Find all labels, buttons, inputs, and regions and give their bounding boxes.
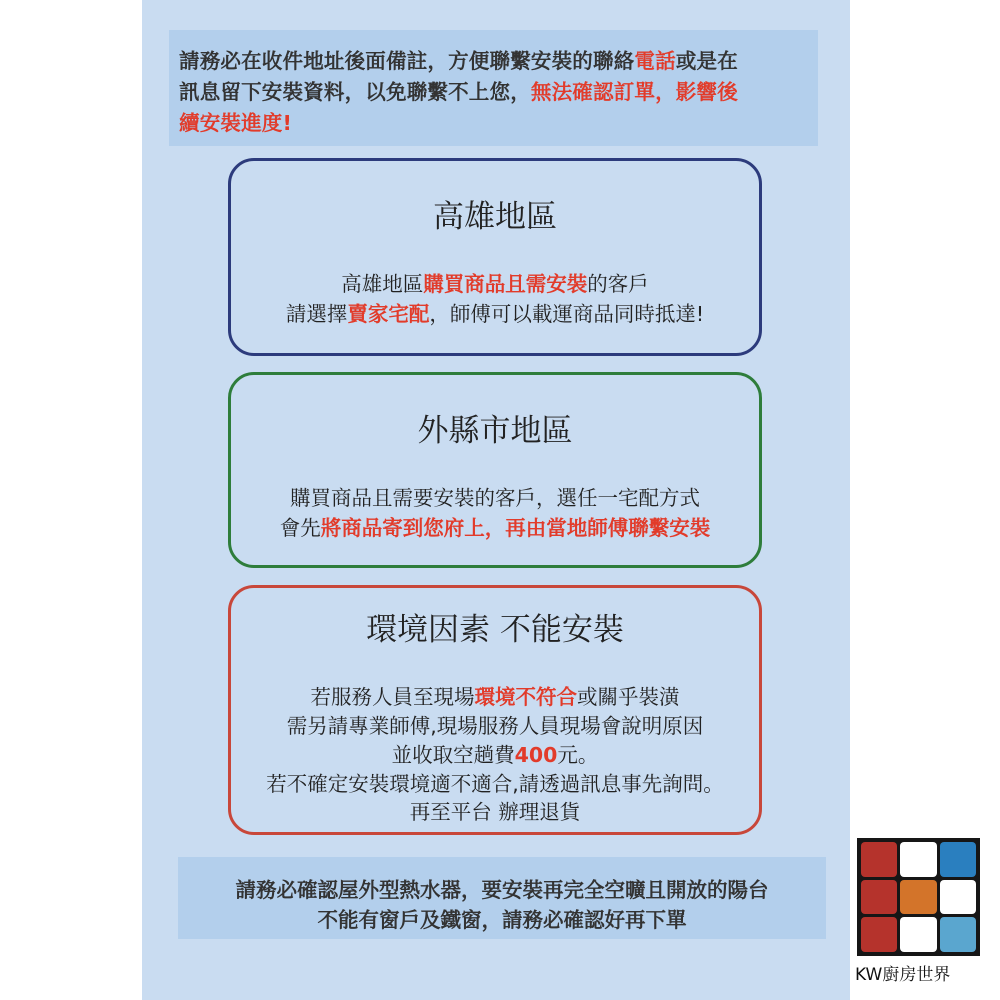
card-text: 若服務人員至現場 bbox=[310, 685, 475, 709]
logo-tile bbox=[861, 880, 897, 915]
environment-title: 環境因素 不能安裝 bbox=[366, 612, 624, 648]
environment-line1 bbox=[231, 680, 759, 710]
fee-highlight: 400 bbox=[514, 743, 558, 767]
card-text: ，師傅可以載運商品同時抵達! bbox=[429, 302, 705, 326]
card-highlight: 購買商品且需安裝 bbox=[423, 272, 588, 296]
top-note-text: 訊息留下安裝資料，以免聯繫不上您， bbox=[179, 80, 531, 104]
card-text: 或關乎裝潢 bbox=[577, 685, 680, 709]
logo-tile bbox=[940, 917, 976, 952]
top-note bbox=[169, 30, 818, 146]
environment-line2: 需另請專業師傅,現場服務人員現場會說明原因 bbox=[286, 714, 704, 738]
other-city-line1: 購買商品且需要安裝的客戶，選任一宅配方式 bbox=[290, 486, 700, 510]
card-text: 並收取空趟費 bbox=[391, 743, 515, 767]
card-text: 高雄地區 bbox=[341, 272, 424, 296]
top-note-line2 bbox=[179, 75, 738, 105]
logo-tile bbox=[861, 842, 897, 877]
card-text: 元。 bbox=[557, 743, 599, 767]
top-note-line1 bbox=[179, 44, 738, 74]
kaohsiung-card bbox=[228, 158, 762, 356]
kaohsiung-title: 高雄地區 bbox=[433, 199, 557, 235]
logo-tile bbox=[940, 880, 976, 915]
environment-line3 bbox=[231, 738, 759, 768]
other-city-card bbox=[228, 372, 762, 568]
logo-tile bbox=[900, 842, 936, 877]
phone-highlight: 電話 bbox=[634, 49, 676, 73]
bottom-note-line2: 不能有窗戶及鐵窗，請務必確認好再下單 bbox=[317, 908, 687, 932]
top-note-text: 或是在 bbox=[675, 49, 738, 73]
bottom-note-line1: 請務必確認屋外型熱水器，要安裝再完全空曠且開放的陽台 bbox=[235, 878, 769, 902]
kaohsiung-line2 bbox=[231, 297, 759, 327]
logo-tile bbox=[900, 917, 936, 952]
top-note-text: 請務必在收件地址後面備註，方便聯繫安裝的聯絡 bbox=[179, 49, 635, 73]
logo-tile bbox=[900, 880, 936, 915]
logo-tile bbox=[940, 842, 976, 877]
warning-highlight: 無法確認訂單，影響後 bbox=[530, 80, 738, 104]
bottom-note bbox=[178, 857, 826, 939]
other-city-line2 bbox=[231, 511, 759, 541]
environment-card bbox=[228, 585, 762, 835]
environment-line4: 若不確定安裝環境適不適合,請透過訊息事先詢問。 bbox=[266, 772, 724, 796]
other-city-title: 外縣市地區 bbox=[417, 413, 573, 449]
top-note-line3 bbox=[179, 106, 292, 136]
warning-highlight: 續安裝進度! bbox=[179, 111, 293, 135]
brand-logo-icon bbox=[857, 838, 980, 956]
card-highlight: 環境不符合 bbox=[474, 685, 577, 709]
card-highlight: 賣家宅配 bbox=[347, 302, 430, 326]
card-text: 的客戶 bbox=[587, 272, 649, 296]
brand-name: KW廚房世界 bbox=[855, 965, 951, 985]
logo-tile bbox=[861, 917, 897, 952]
card-highlight: 將商品寄到您府上，再由當地師傅聯繫安裝 bbox=[320, 516, 711, 540]
card-text: 請選擇 bbox=[285, 302, 348, 326]
environment-line5: 再至平台 辦理退貨 bbox=[409, 800, 581, 824]
kaohsiung-line1 bbox=[231, 267, 759, 297]
card-text: 會先 bbox=[279, 516, 321, 540]
